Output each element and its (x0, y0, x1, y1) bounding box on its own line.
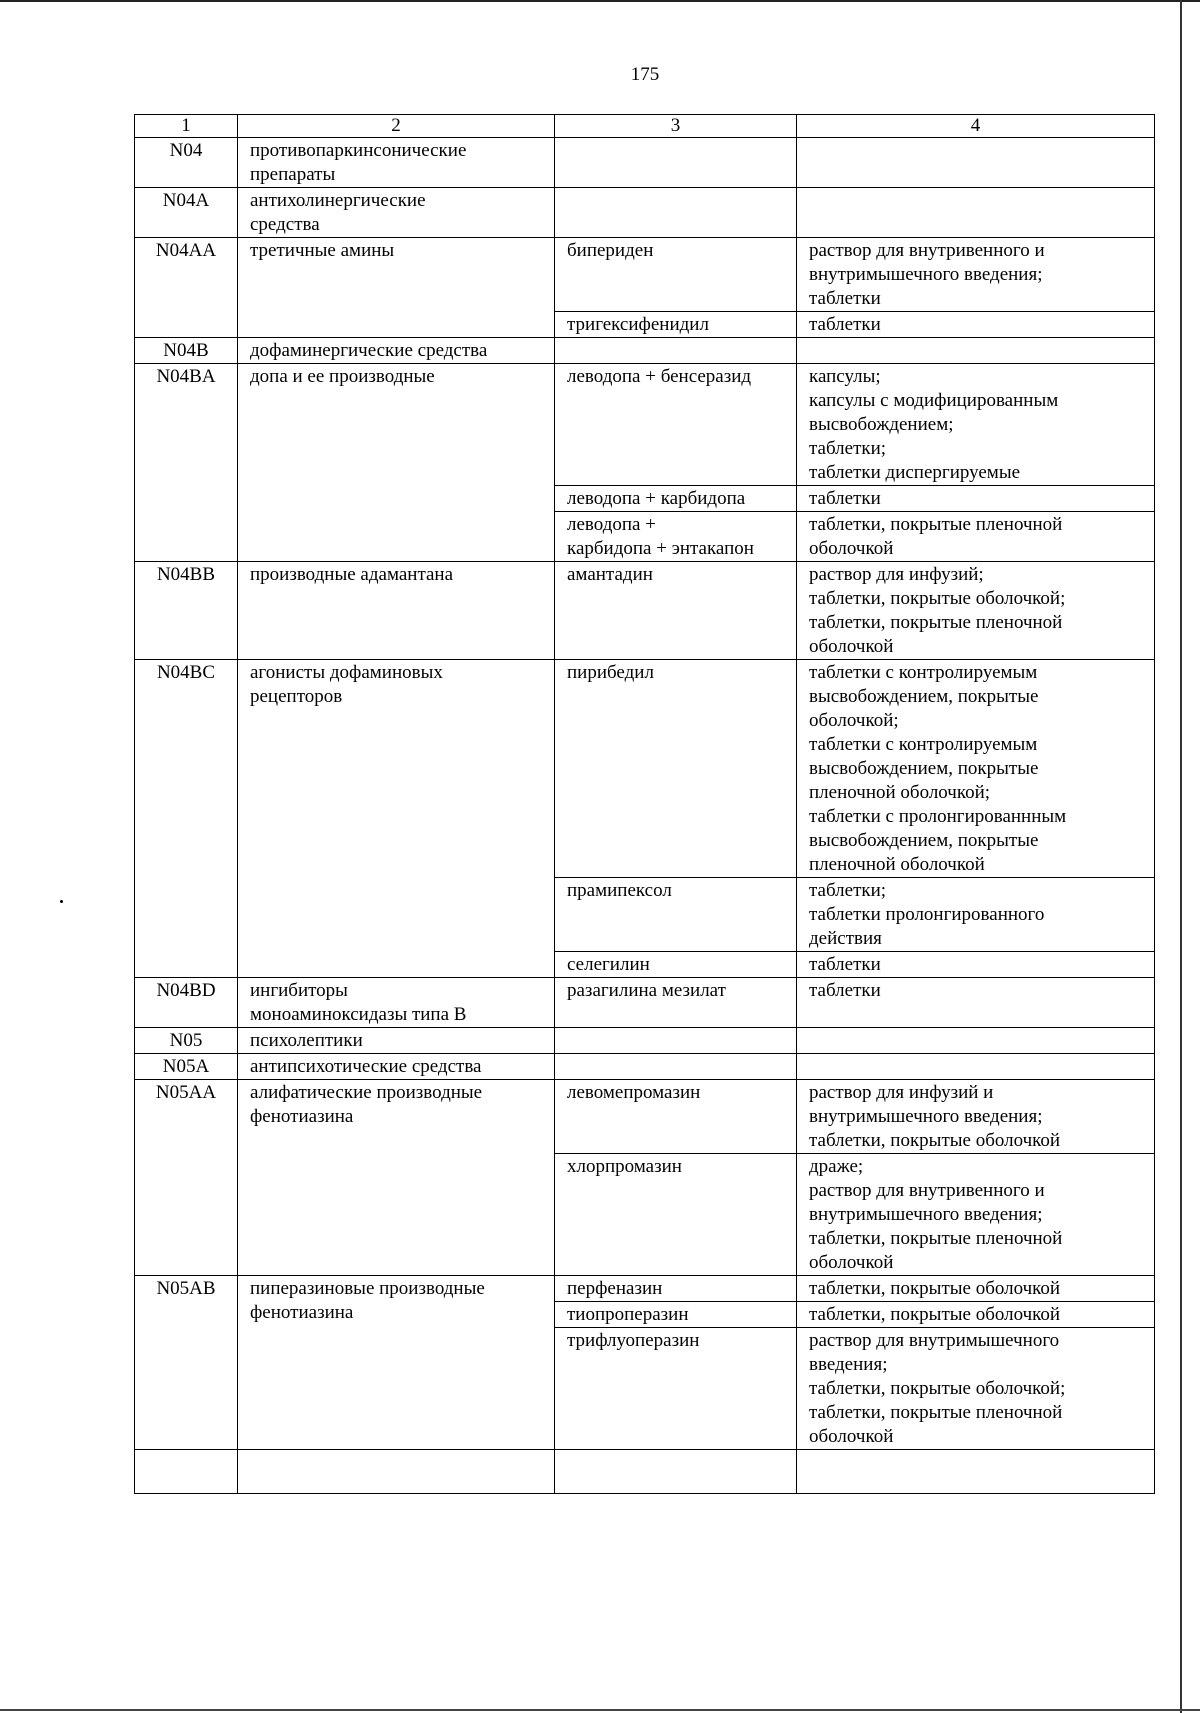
drug-cell: тригексифенидил (555, 312, 797, 338)
dosage-form-cell (797, 1028, 1155, 1054)
scan-speck (60, 900, 63, 903)
dosage-form-cell: таблетки, покрытые оболочкой (797, 1276, 1155, 1302)
dosage-form-cell: таблетки (797, 486, 1155, 512)
dosage-form-cell: таблетки (797, 952, 1155, 978)
dosage-form-cell: раствор для внутривенного и внутримышечного введения; таблетки (797, 238, 1155, 312)
atc-code-cell: N04AA (135, 238, 238, 338)
group-cell: антихолинергические средства (238, 188, 555, 238)
table-row (135, 364, 1155, 486)
drug-table (134, 114, 1155, 1494)
table-row (135, 1028, 1155, 1054)
table-row-blank (135, 1450, 1155, 1494)
header-row (135, 115, 1155, 138)
table-row (135, 138, 1155, 188)
empty-cell (238, 1450, 555, 1494)
dosage-form-cell (797, 188, 1155, 238)
dosage-form-cell (797, 1054, 1155, 1080)
empty-cell (797, 1450, 1155, 1494)
group-cell: дофаминергические средства (238, 338, 555, 364)
drug-cell: прамипексол (555, 878, 797, 952)
dosage-form-cell: раствор для инфузий и внутримышечного введения; таблетки, покрытые оболочкой (797, 1080, 1155, 1154)
column-header-3: 3 (555, 115, 797, 138)
dosage-form-cell: таблетки с контролируемым высвобождением, покрытые оболочкой; таблетки с контролируемым высвобождением, покрытые пленочной оболочкой; таблетки с пролонгированнным высвобождением, покрытые пленочной оболочкой (797, 660, 1155, 878)
scan-edge-right (1180, 0, 1182, 1713)
group-cell: психолептики (238, 1028, 555, 1054)
group-cell: противопаркинсонические препараты (238, 138, 555, 188)
table-row (135, 978, 1155, 1028)
drug-cell (555, 1028, 797, 1054)
group-cell: антипсихотические средства (238, 1054, 555, 1080)
drug-cell: селегилин (555, 952, 797, 978)
table-row (135, 562, 1155, 660)
drug-cell (555, 138, 797, 188)
group-cell: пиперазиновые производные фенотиазина (238, 1276, 555, 1450)
atc-code-cell: N04B (135, 338, 238, 364)
drug-cell: пирибедил (555, 660, 797, 878)
group-cell: агонисты дофаминовых рецепторов (238, 660, 555, 978)
table-row (135, 660, 1155, 878)
atc-code-cell: N05AA (135, 1080, 238, 1276)
drug-cell: бипериден (555, 238, 797, 312)
drug-cell: трифлуоперазин (555, 1328, 797, 1450)
atc-code-cell: N04A (135, 188, 238, 238)
dosage-form-cell: таблетки, покрытые оболочкой (797, 1302, 1155, 1328)
drug-cell (555, 338, 797, 364)
group-cell: производные адамантана (238, 562, 555, 660)
atc-code-cell: N04BA (135, 364, 238, 562)
group-cell: третичные амины (238, 238, 555, 338)
column-header-2: 2 (238, 115, 555, 138)
column-header-1: 1 (135, 115, 238, 138)
page-number: 175 (630, 64, 660, 85)
atc-code-cell: N05 (135, 1028, 238, 1054)
table-row (135, 238, 1155, 312)
dosage-form-cell: таблетки; таблетки пролонгированного действия (797, 878, 1155, 952)
empty-cell (555, 1450, 797, 1494)
scan-edge-top (0, 0, 1200, 2)
drug-cell: леводопа + карбидопа (555, 486, 797, 512)
atc-code-cell: N05AB (135, 1276, 238, 1450)
atc-code-cell: N04BC (135, 660, 238, 978)
atc-code-cell: N04 (135, 138, 238, 188)
table-row (135, 1276, 1155, 1302)
group-cell: допа и ее производные (238, 364, 555, 562)
drug-cell (555, 1054, 797, 1080)
drug-cell: левомепромазин (555, 1080, 797, 1154)
dosage-form-cell: капсулы; капсулы с модифицированным высвобождением; таблетки; таблетки диспергируемые (797, 364, 1155, 486)
table-row (135, 1080, 1155, 1154)
table-row (135, 1054, 1155, 1080)
column-header-4: 4 (797, 115, 1155, 138)
atc-code-cell: N05A (135, 1054, 238, 1080)
dosage-form-cell: таблетки (797, 978, 1155, 1028)
table-row (135, 338, 1155, 364)
drug-cell: хлорпромазин (555, 1154, 797, 1276)
drug-cell: тиопроперазин (555, 1302, 797, 1328)
atc-code-cell: N04BB (135, 562, 238, 660)
empty-cell (135, 1450, 238, 1494)
atc-code-cell: N04BD (135, 978, 238, 1028)
scan-edge-bottom (0, 1709, 1200, 1711)
drug-cell: разагилина мезилат (555, 978, 797, 1028)
drug-cell (555, 188, 797, 238)
drug-cell: леводопа + карбидопа + энтакапон (555, 512, 797, 562)
drug-cell: амантадин (555, 562, 797, 660)
dosage-form-cell (797, 138, 1155, 188)
drug-cell: перфеназин (555, 1276, 797, 1302)
dosage-form-cell: драже; раствор для внутривенного и внутримышечного введения; таблетки, покрытые пленочной оболочкой (797, 1154, 1155, 1276)
group-cell: ингибиторы моноаминоксидазы типа B (238, 978, 555, 1028)
group-cell: алифатические производные фенотиазина (238, 1080, 555, 1276)
drug-cell: леводопа + бенсеразид (555, 364, 797, 486)
dosage-form-cell: раствор для инфузий; таблетки, покрытые оболочкой; таблетки, покрытые пленочной оболочкой (797, 562, 1155, 660)
dosage-form-cell (797, 338, 1155, 364)
dosage-form-cell: таблетки, покрытые пленочной оболочкой (797, 512, 1155, 562)
table-row (135, 188, 1155, 238)
dosage-form-cell: таблетки (797, 312, 1155, 338)
dosage-form-cell: раствор для внутримышечного введения; таблетки, покрытые оболочкой; таблетки, покрытые пленочной оболочкой (797, 1328, 1155, 1450)
